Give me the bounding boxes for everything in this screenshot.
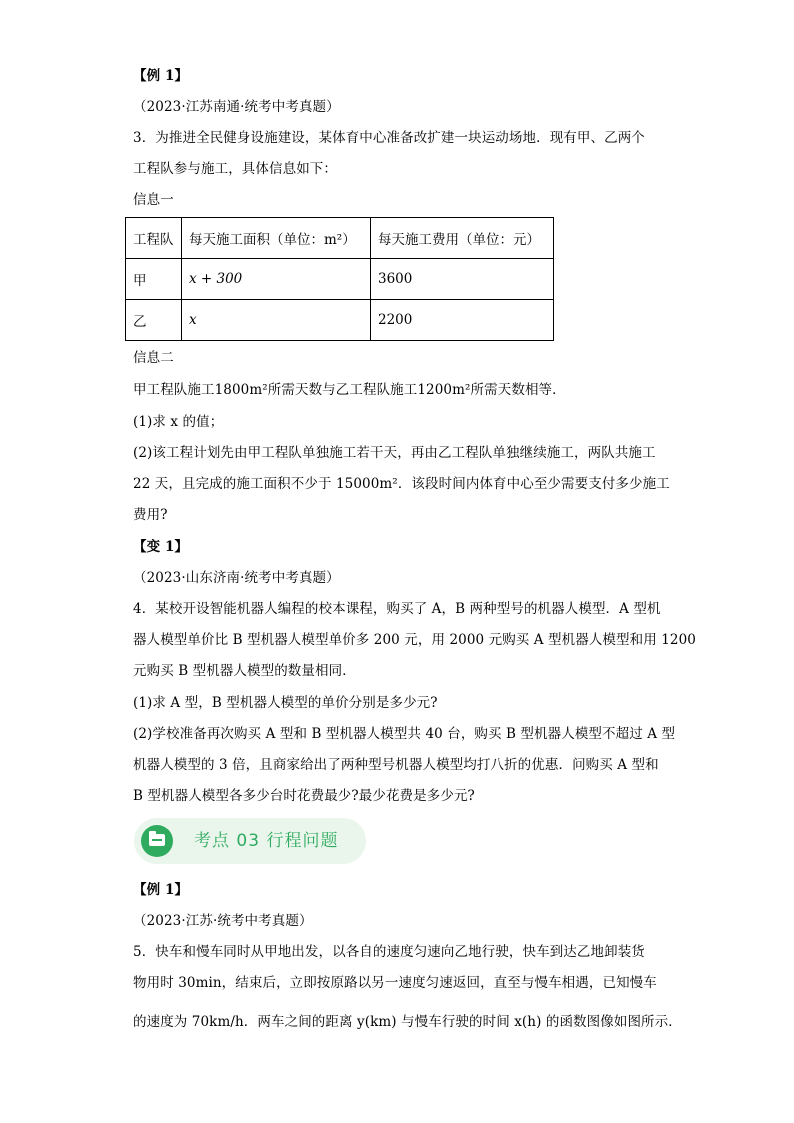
sub-question: 22 天，且完成的施工面积不少于 15000m²．该段时间内体育中心至少需要支付多少施工 bbox=[133, 476, 670, 492]
sub-question: (2)学校准备再次购买 A 型和 B 型机器人模型共 40 台，购买 B 型机器人模型不超过 A 型 bbox=[133, 726, 676, 742]
table-cell: x bbox=[182, 300, 371, 341]
question-source: （2023·江苏·统考中考真题） bbox=[133, 913, 313, 929]
sub-question: 机器人模型的 3 倍，且商家给出了两种型号机器人模型均打八折的优惠．问购买 A 型和 bbox=[133, 757, 659, 773]
question-text: 的速度为 70km/h．两车之间的距离 y(km) 与慢车行驶的时间 x(h) 的函数图像如图所示． bbox=[133, 1014, 682, 1030]
info-title: 信息一 bbox=[133, 192, 174, 208]
table-header-cell: 每天施工费用（单位：元） bbox=[371, 218, 554, 259]
sub-question: 费用? bbox=[133, 507, 168, 523]
sub-question: (1)求 A 型，B 型机器人模型的单价分别是多少元? bbox=[133, 695, 438, 711]
sub-question: B 型机器人模型各多少台时花费最少?最少花费是多少元? bbox=[133, 788, 475, 804]
table-header-row bbox=[126, 218, 554, 259]
question-text: 4．某校开设智能机器人编程的校本课程，购买了 A，B 两种型号的机器人模型．A 型机 bbox=[133, 601, 661, 617]
table-header-cell: 每天施工面积（单位：m²） bbox=[182, 218, 371, 259]
table-row bbox=[126, 300, 554, 341]
question-text: 物用时 30min，结束后，立即按原路以另一速度匀速返回，直至与慢车相遇，已知慢车 bbox=[133, 975, 657, 991]
topic-title: 考点 03 行程问题 bbox=[194, 831, 339, 851]
sub-question: (1)求 x 的值； bbox=[133, 414, 224, 430]
table-cell: 乙 bbox=[126, 300, 182, 341]
folder-icon bbox=[141, 825, 173, 857]
question-text: 5．快车和慢车同时从甲地出发，以各自的速度匀速向乙地行驶，快车到达乙地卸装货 bbox=[133, 944, 645, 960]
info-text: 甲工程队施工1800m²所需天数与乙工程队施工1200m²所需天数相等． bbox=[133, 382, 566, 398]
variant-label: 【变 1】 bbox=[133, 539, 189, 555]
question-text: 元购买 B 型机器人模型的数量相同． bbox=[133, 663, 356, 679]
info-title: 信息二 bbox=[133, 350, 174, 366]
example-label: 【例 1】 bbox=[133, 68, 189, 84]
example-label: 【例 1】 bbox=[133, 882, 189, 898]
table-cell: 3600 bbox=[371, 259, 554, 300]
question-text: 工程队参与施工，具体信息如下： bbox=[133, 161, 337, 177]
table-row bbox=[126, 259, 554, 300]
table-cell: 2200 bbox=[371, 300, 554, 341]
question-source: （2023·山东济南·统考中考真题） bbox=[133, 570, 340, 586]
question-source: （2023·江苏南通·统考中考真题） bbox=[133, 99, 340, 115]
topic-banner bbox=[134, 818, 366, 864]
question-text: 3．为推进全民健身设施建设，某体育中心准备改扩建一块运动场地．现有甲、乙两个 bbox=[133, 130, 645, 146]
table-cell: x + 300 bbox=[182, 259, 371, 300]
table-header-cell: 工程队 bbox=[126, 218, 182, 259]
table-cell: 甲 bbox=[126, 259, 182, 300]
question-text: 器人模型单价比 B 型机器人模型单价多 200 元，用 2000 元购买 A 型机器人模型和用 1200 bbox=[133, 632, 696, 648]
info-table bbox=[125, 217, 554, 341]
sub-question: (2)该工程计划先由甲工程队单独施工若干天，再由乙工程队单独继续施工，两队共施工 bbox=[133, 445, 656, 461]
